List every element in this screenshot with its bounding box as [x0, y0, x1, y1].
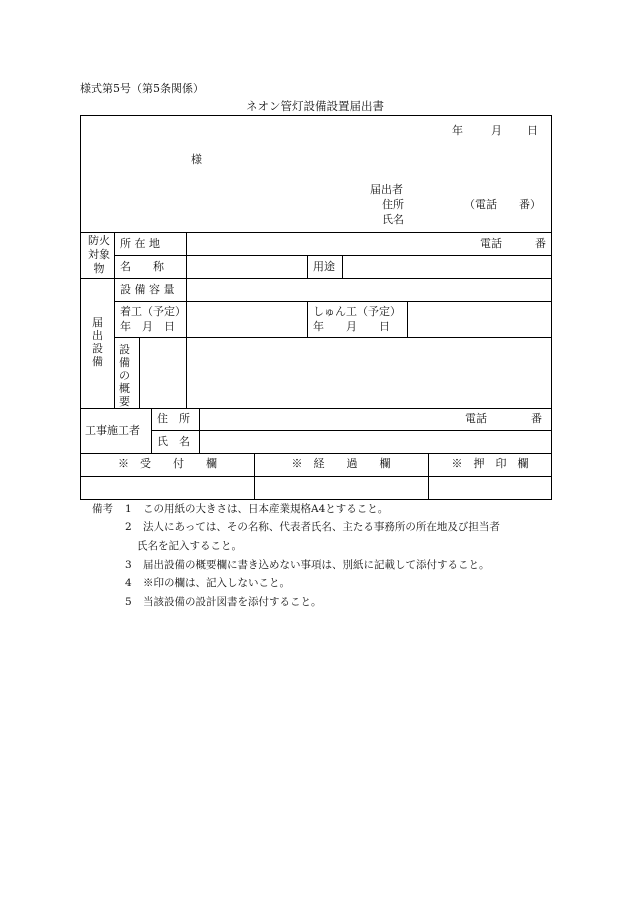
rule: [307, 255, 308, 278]
capacity-label: 設 備 容 量: [120, 283, 175, 296]
rule: [114, 232, 115, 408]
note-number: 5: [125, 596, 132, 608]
rule: [114, 255, 552, 256]
applicant-phone-label: （電話 番）: [464, 198, 541, 211]
rule: [81, 232, 552, 233]
note-number: 3: [125, 559, 132, 571]
overview-label: 設備の概要: [119, 343, 130, 408]
notes-heading: 備考: [92, 503, 113, 515]
form-number: 様式第5号（第5条関係）: [80, 82, 204, 95]
rule: [342, 255, 343, 278]
progress-column-label: ※ 経 過 欄: [291, 457, 391, 470]
note-number: 4: [125, 577, 132, 589]
applicant-label: 届出者: [370, 183, 403, 196]
rule: [139, 337, 140, 408]
rule: [81, 453, 552, 454]
rule: [407, 301, 408, 337]
equipment-group-label: 届出設備: [92, 316, 103, 368]
note-text: 法人にあっては、その名称、代表者氏名、主たる事務所の所在地及び担当者: [143, 521, 500, 533]
completion-date-label: 年 月 日: [313, 320, 390, 333]
date-day-label: 日: [527, 124, 538, 137]
reception-column-label: ※ 受 付 欄: [118, 457, 217, 470]
completion-label: しゅん工（予定）: [313, 305, 401, 318]
contractor-group-label: 工事施工者: [85, 424, 140, 437]
date-year-label: 年: [452, 124, 463, 137]
start-label: 着工（予定）: [120, 305, 186, 318]
object-name-label: 名 称: [120, 260, 164, 273]
note-text-continued: 氏名を記入すること。: [137, 540, 242, 552]
use-label: 用途: [313, 260, 335, 273]
applicant-address-label: 住所: [382, 198, 404, 211]
contractor-name-label: 氏 名: [157, 435, 190, 448]
addressee-suffix: 様: [191, 153, 202, 166]
applicant-name-label: 氏名: [382, 213, 404, 226]
location-phone-label: 電話 番: [480, 237, 546, 250]
rule: [81, 476, 552, 477]
seal-column-label: ※ 押 印 欄: [451, 457, 529, 470]
note-number: 2: [125, 521, 132, 533]
rule: [81, 278, 552, 279]
note-number: 1: [125, 503, 132, 515]
rule: [114, 337, 552, 338]
rule: [151, 430, 552, 431]
location-label: 所 在 地: [120, 237, 160, 250]
contractor-phone-label: 電話 番: [465, 412, 542, 425]
form-title: ネオン管灯設備設置届出書: [246, 99, 384, 113]
start-date-label: 年 月 日: [120, 320, 175, 333]
rule: [186, 232, 187, 408]
note-text: 当該設備の設計図書を添付すること。: [143, 596, 322, 608]
note-text: 届出設備の概要欄に書き込めない事項は、別紙に記載して添付すること。: [143, 559, 490, 571]
fire-target-group-label: 防火対象物: [88, 234, 110, 275]
rule: [307, 301, 308, 337]
rule: [114, 301, 552, 302]
date-month-label: 月: [491, 124, 502, 137]
contractor-address-label: 住 所: [157, 412, 190, 425]
note-text: この用紙の大きさは、日本産業規格A4とすること。: [143, 503, 389, 515]
note-text: ※印の欄は、記入しないこと。: [143, 577, 290, 589]
application-form-table: [80, 115, 552, 500]
